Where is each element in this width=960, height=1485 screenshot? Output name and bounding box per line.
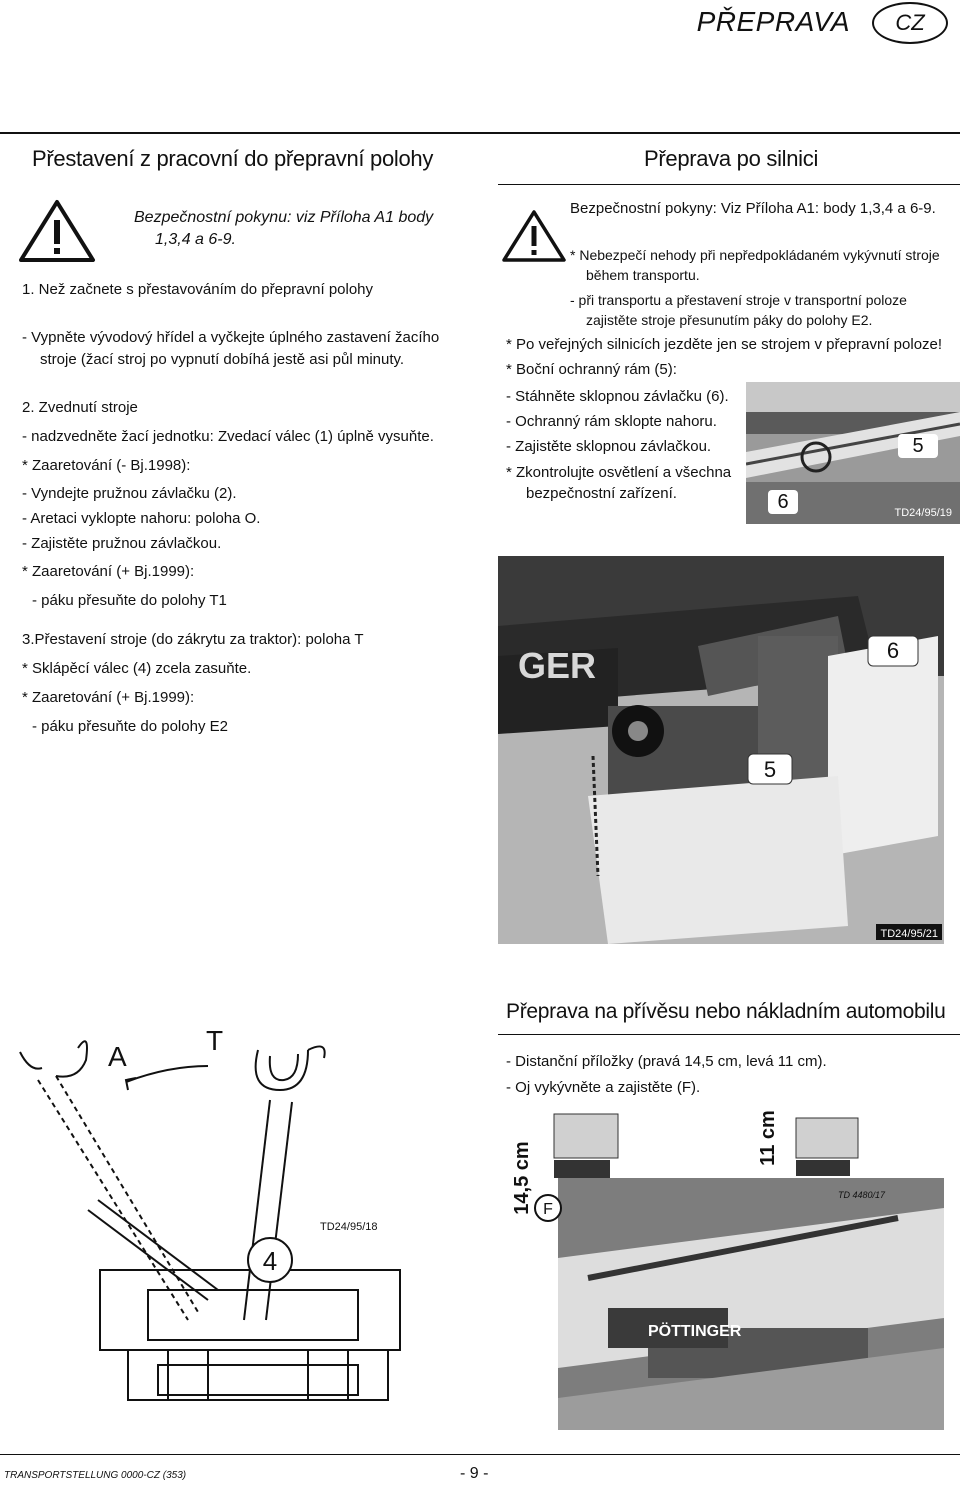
photo3-code: TD 4480/17 (838, 1190, 886, 1200)
photo3-label-11: 11 cm (757, 1110, 779, 1166)
right-section-heading: Přeprava po silnici (644, 146, 819, 171)
diagram-label-t: T (206, 1025, 224, 1056)
lock-old-step2: - Aretaci vyklopte nahoru: poloha O. (22, 510, 261, 527)
diagram-label-4: 4 (262, 1246, 278, 1276)
trailer-step1: - Distanční příložky (pravá 14,5 cm, levá 11 cm). (506, 1053, 827, 1070)
right-guard-step2: - Ochranný rám sklopte nahoru. (506, 413, 717, 430)
right-warning2-line2: zajistěte stroje přesunutím páky do polohy E2. (586, 312, 873, 328)
lock-old-step3: - Zajistěte pružnou závlačkou. (22, 535, 222, 552)
right-safety-note: Bezpečnostní pokyny: Viz Příloha A1: body 1,3,4 a 6-9. (570, 200, 936, 217)
trailer-step2: - Oj vykývněte a zajistěte (F). (506, 1079, 701, 1096)
step1-text-line1: - Vypněte vývodový hřídel a vyčkejte úplného zastavení žacího (22, 329, 440, 346)
photo1-label-6: 6 (777, 491, 789, 513)
warning-triangle-icon (500, 208, 568, 264)
left-safety-note-line2: 1,3,4 a 6-9. (155, 231, 236, 248)
step2-heading: 2. Zvednutí stroje (22, 399, 138, 416)
photo-guard-pin (746, 382, 960, 524)
right-guard-heading: * Boční ochranný rám (5): (506, 361, 677, 378)
right-check-line1: * Zkontrolujte osvětlení a všechna (506, 464, 732, 481)
right-warning1-line1: * Nebezpečí nehody při nepředpokládaném vykývnutí stroje (570, 247, 940, 263)
footer-doc-id: TRANSPORTSTELLUNG 0000-CZ (353) (4, 1470, 187, 1481)
step1-text-line2: stroje (žací stroj po vypnutí dobíhá jestě asi půl minuty. (40, 351, 405, 368)
page-header-title: PŘEPRAVA (696, 6, 850, 37)
lock-new-heading: * Zaaretování (+ Bj.1999): (22, 563, 195, 580)
photo2-label-5: 5 (763, 757, 777, 782)
diagram-code: TD24/95/18 (320, 1221, 378, 1233)
photo3-label-14-5: 14,5 cm (511, 1141, 533, 1215)
warning-triangle-icon (18, 198, 96, 264)
photo-trailer-spacers (498, 1108, 944, 1430)
right-road-rule: * Po veřejných silnicích jezděte jen se strojem v přepravní poloze! (506, 336, 943, 353)
diagram-label-a: A (108, 1041, 127, 1072)
lock-new-b-step1: - páku přesuňte do polohy E2 (32, 718, 228, 735)
photo3-label-f: F (543, 1201, 553, 1218)
photo-machine-guard (498, 556, 944, 944)
header-divider (0, 132, 960, 134)
photo2-label-6: 6 (886, 638, 900, 663)
trailer-section-heading: Přeprava na přívěsu nebo nákladním automobilu (506, 1000, 946, 1023)
step1-heading: 1. Než začnete s přestavováním do přepravní polohy (22, 281, 374, 298)
photo1-code: TD24/95/19 (894, 507, 952, 519)
photo1-label-5: 5 (912, 435, 924, 457)
language-badge-label: CZ (895, 10, 925, 35)
right-guard-step1: - Stáhněte sklopnou závlačku (6). (506, 388, 729, 405)
photo2-code: TD24/95/21 (880, 928, 938, 940)
photo2-brand-text: GER (518, 645, 597, 686)
footer-divider (0, 1454, 960, 1455)
photo3-brand: PÖTTINGER (648, 1323, 742, 1340)
left-safety-note-line1: Bezpečnostní pokynu: viz Příloha A1 body (134, 209, 434, 226)
right-warning1-line2: během transportu. (586, 267, 700, 283)
right-check-line2: bezpečnostní zařízení. (526, 485, 677, 502)
trailer-heading-divider (498, 1034, 960, 1035)
diagram-drawbar-positions (8, 1020, 448, 1420)
footer-page-number: - 9 - (460, 1465, 489, 1482)
language-badge (872, 2, 948, 44)
lock-old-heading: * Zaaretování (- Bj.1998): (22, 457, 191, 474)
lock-new-step1: - páku přesuňte do polohy T1 (32, 592, 227, 609)
lock-old-step1: - Vyndejte pružnou závlačku (2). (22, 485, 237, 502)
right-heading-divider (498, 184, 960, 185)
right-guard-step3: - Zajistěte sklopnou závlačkou. (506, 438, 712, 455)
step3-text: * Sklápěcí válec (4) zcela zasuňte. (22, 660, 252, 677)
left-section-heading: Přestavení z pracovní do přepravní polohy (32, 146, 434, 171)
step2-text: - nadzvedněte žací jednotku: Zvedací válec (1) úplně vysuňte. (22, 428, 434, 445)
step3-heading: 3.Přestavení stroje (do zákrytu za traktor): poloha T (22, 631, 364, 648)
right-warning2-line1: - při transportu a přestavení stroje v transportní poloze (570, 292, 907, 308)
lock-new-b-heading: * Zaaretování (+ Bj.1999): (22, 689, 195, 706)
